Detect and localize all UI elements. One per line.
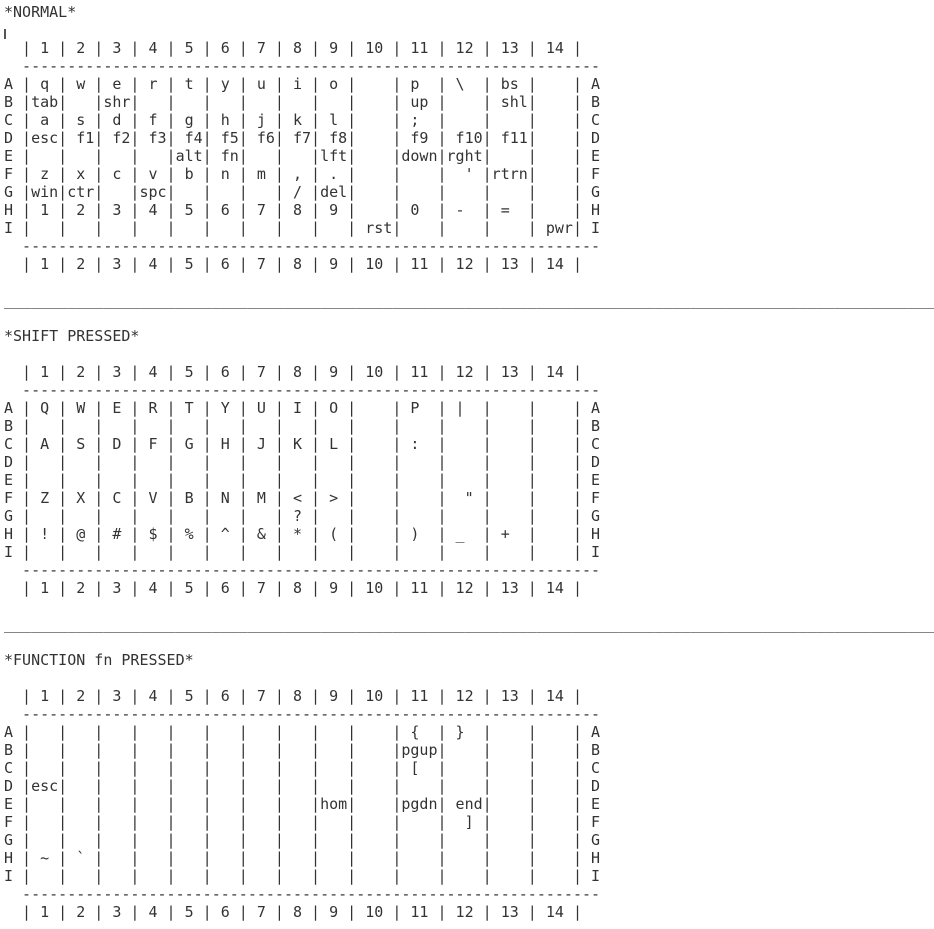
divider-line: ----------------------------------------------------------------: [4, 561, 601, 579]
key-row-C: C | A | S | D | F | G | H | J | K | L | | : | | | | C: [4, 435, 601, 453]
section-separator: _______________________________________________________________________________________________________: [4, 615, 934, 633]
section-title: *NORMAL*: [4, 3, 77, 21]
text-cursor-line: [4, 21, 934, 39]
divider-line: ----------------------------------------------------------------: [4, 381, 601, 399]
blank-line: [4, 273, 934, 291]
blank-line: [4, 345, 934, 363]
divider-line: ----------------------------------------------------------------: [4, 57, 601, 75]
key-row-D: D | | | | | | | | | | | | | | | D: [4, 453, 601, 471]
key-row-F: F | Z | X | C | V | B | N | M | < | > | | | " | | | F: [4, 489, 601, 507]
key-row-G: G |win|ctr| |spc| | | | / |del| | | | | | G: [4, 183, 601, 201]
key-row-E: E | | | | | | | | |hom| |pgdn| end| | | E: [4, 795, 601, 813]
key-row-E: E | | | | | | | | | | | | | | | E: [4, 471, 601, 489]
blank-line: [4, 633, 934, 651]
key-row-G: G | | | | | | | | | | | | | | | G: [4, 831, 601, 849]
key-row-F: F | z | x | c | v | b | n | m | , | . | | | ' |rtrn| | F: [4, 165, 601, 183]
key-row-B: B |tab| |shr| | | | | | | | up | | shl| | B: [4, 93, 601, 111]
key-row-C: C | | | | | | | | | | | [ | | | | C: [4, 759, 601, 777]
blank-line: [4, 669, 934, 687]
key-row-A: A | Q | W | E | R | T | Y | U | I | O | | P | | | | | A: [4, 399, 601, 417]
column-number-row: | 1 | 2 | 3 | 4 | 5 | 6 | 7 | 8 | 9 | 10 | 11 | 12 | 13 | 14 |: [4, 903, 582, 921]
section-title: *SHIFT PRESSED*: [4, 327, 140, 345]
section-separator: _______________________________________________________________________________________________________: [4, 291, 934, 309]
column-number-row: | 1 | 2 | 3 | 4 | 5 | 6 | 7 | 8 | 9 | 10 | 11 | 12 | 13 | 14 |: [4, 363, 582, 381]
column-number-row: | 1 | 2 | 3 | 4 | 5 | 6 | 7 | 8 | 9 | 10 | 11 | 12 | 13 | 14 |: [4, 579, 582, 597]
key-row-E: E | | | | |alt| fn| | |lft| |down|rght| | | E: [4, 147, 601, 165]
key-row-A: A | q | w | e | r | t | y | u | i | o | | p | \ | bs | | A: [4, 75, 601, 93]
key-row-A: A | | | | | | | | | | | { | } | | | A: [4, 723, 601, 741]
section-function: [4, 651, 934, 921]
key-row-B: B | | | | | | | | | | |pgup| | | | B: [4, 741, 601, 759]
key-row-F: F | | | | | | | | | | | | ] | | | F: [4, 813, 601, 831]
column-number-row: | 1 | 2 | 3 | 4 | 5 | 6 | 7 | 8 | 9 | 10 | 11 | 12 | 13 | 14 |: [4, 255, 582, 273]
key-row-I: I | | | | | | | | | | | | | | | I: [4, 867, 601, 885]
key-row-H: H | ~ | ` | | | | | | | | | | | | | H: [4, 849, 601, 867]
keyboard-map-document[interactable]: [4, 3, 934, 921]
section-title: *FUNCTION fn PRESSED*: [4, 651, 194, 669]
key-row-D: D |esc| | | | | | | | | | | | | | D: [4, 777, 601, 795]
key-row-I: I | | | | | | | | | | | | | | | I: [4, 543, 601, 561]
key-row-I: I | | | | | | | | | | rst| | | | pwr| I: [4, 219, 601, 237]
column-number-row: | 1 | 2 | 3 | 4 | 5 | 6 | 7 | 8 | 9 | 10 | 11 | 12 | 13 | 14 |: [4, 687, 582, 705]
section-normal: [4, 3, 934, 291]
blank-line: [4, 597, 934, 615]
blank-line: [4, 309, 934, 327]
key-row-G: G | | | | | | | | ? | | | | | | | G: [4, 507, 601, 525]
key-row-H: H | 1 | 2 | 3 | 4 | 5 | 6 | 7 | 8 | 9 | | 0 | - | = | | H: [4, 201, 601, 219]
section-shift: [4, 327, 934, 615]
divider-line: ----------------------------------------------------------------: [4, 237, 601, 255]
key-row-D: D |esc| f1| f2| f3| f4| f5| f6| f7| f8| | f9 | f10| f11| | D: [4, 129, 601, 147]
key-row-C: C | a | s | d | f | g | h | j | k | l | | ; | | | | C: [4, 111, 601, 129]
column-number-row: | 1 | 2 | 3 | 4 | 5 | 6 | 7 | 8 | 9 | 10 | 11 | 12 | 13 | 14 |: [4, 39, 582, 57]
key-row-B: B | | | | | | | | | | | | | | | B: [4, 417, 601, 435]
key-row-H: H | ! | @ | # | $ | % | ^ | & | * | ( | | ) | _ | + | | H: [4, 525, 601, 543]
divider-line: ----------------------------------------------------------------: [4, 705, 601, 723]
divider-line: ----------------------------------------------------------------: [4, 885, 601, 903]
